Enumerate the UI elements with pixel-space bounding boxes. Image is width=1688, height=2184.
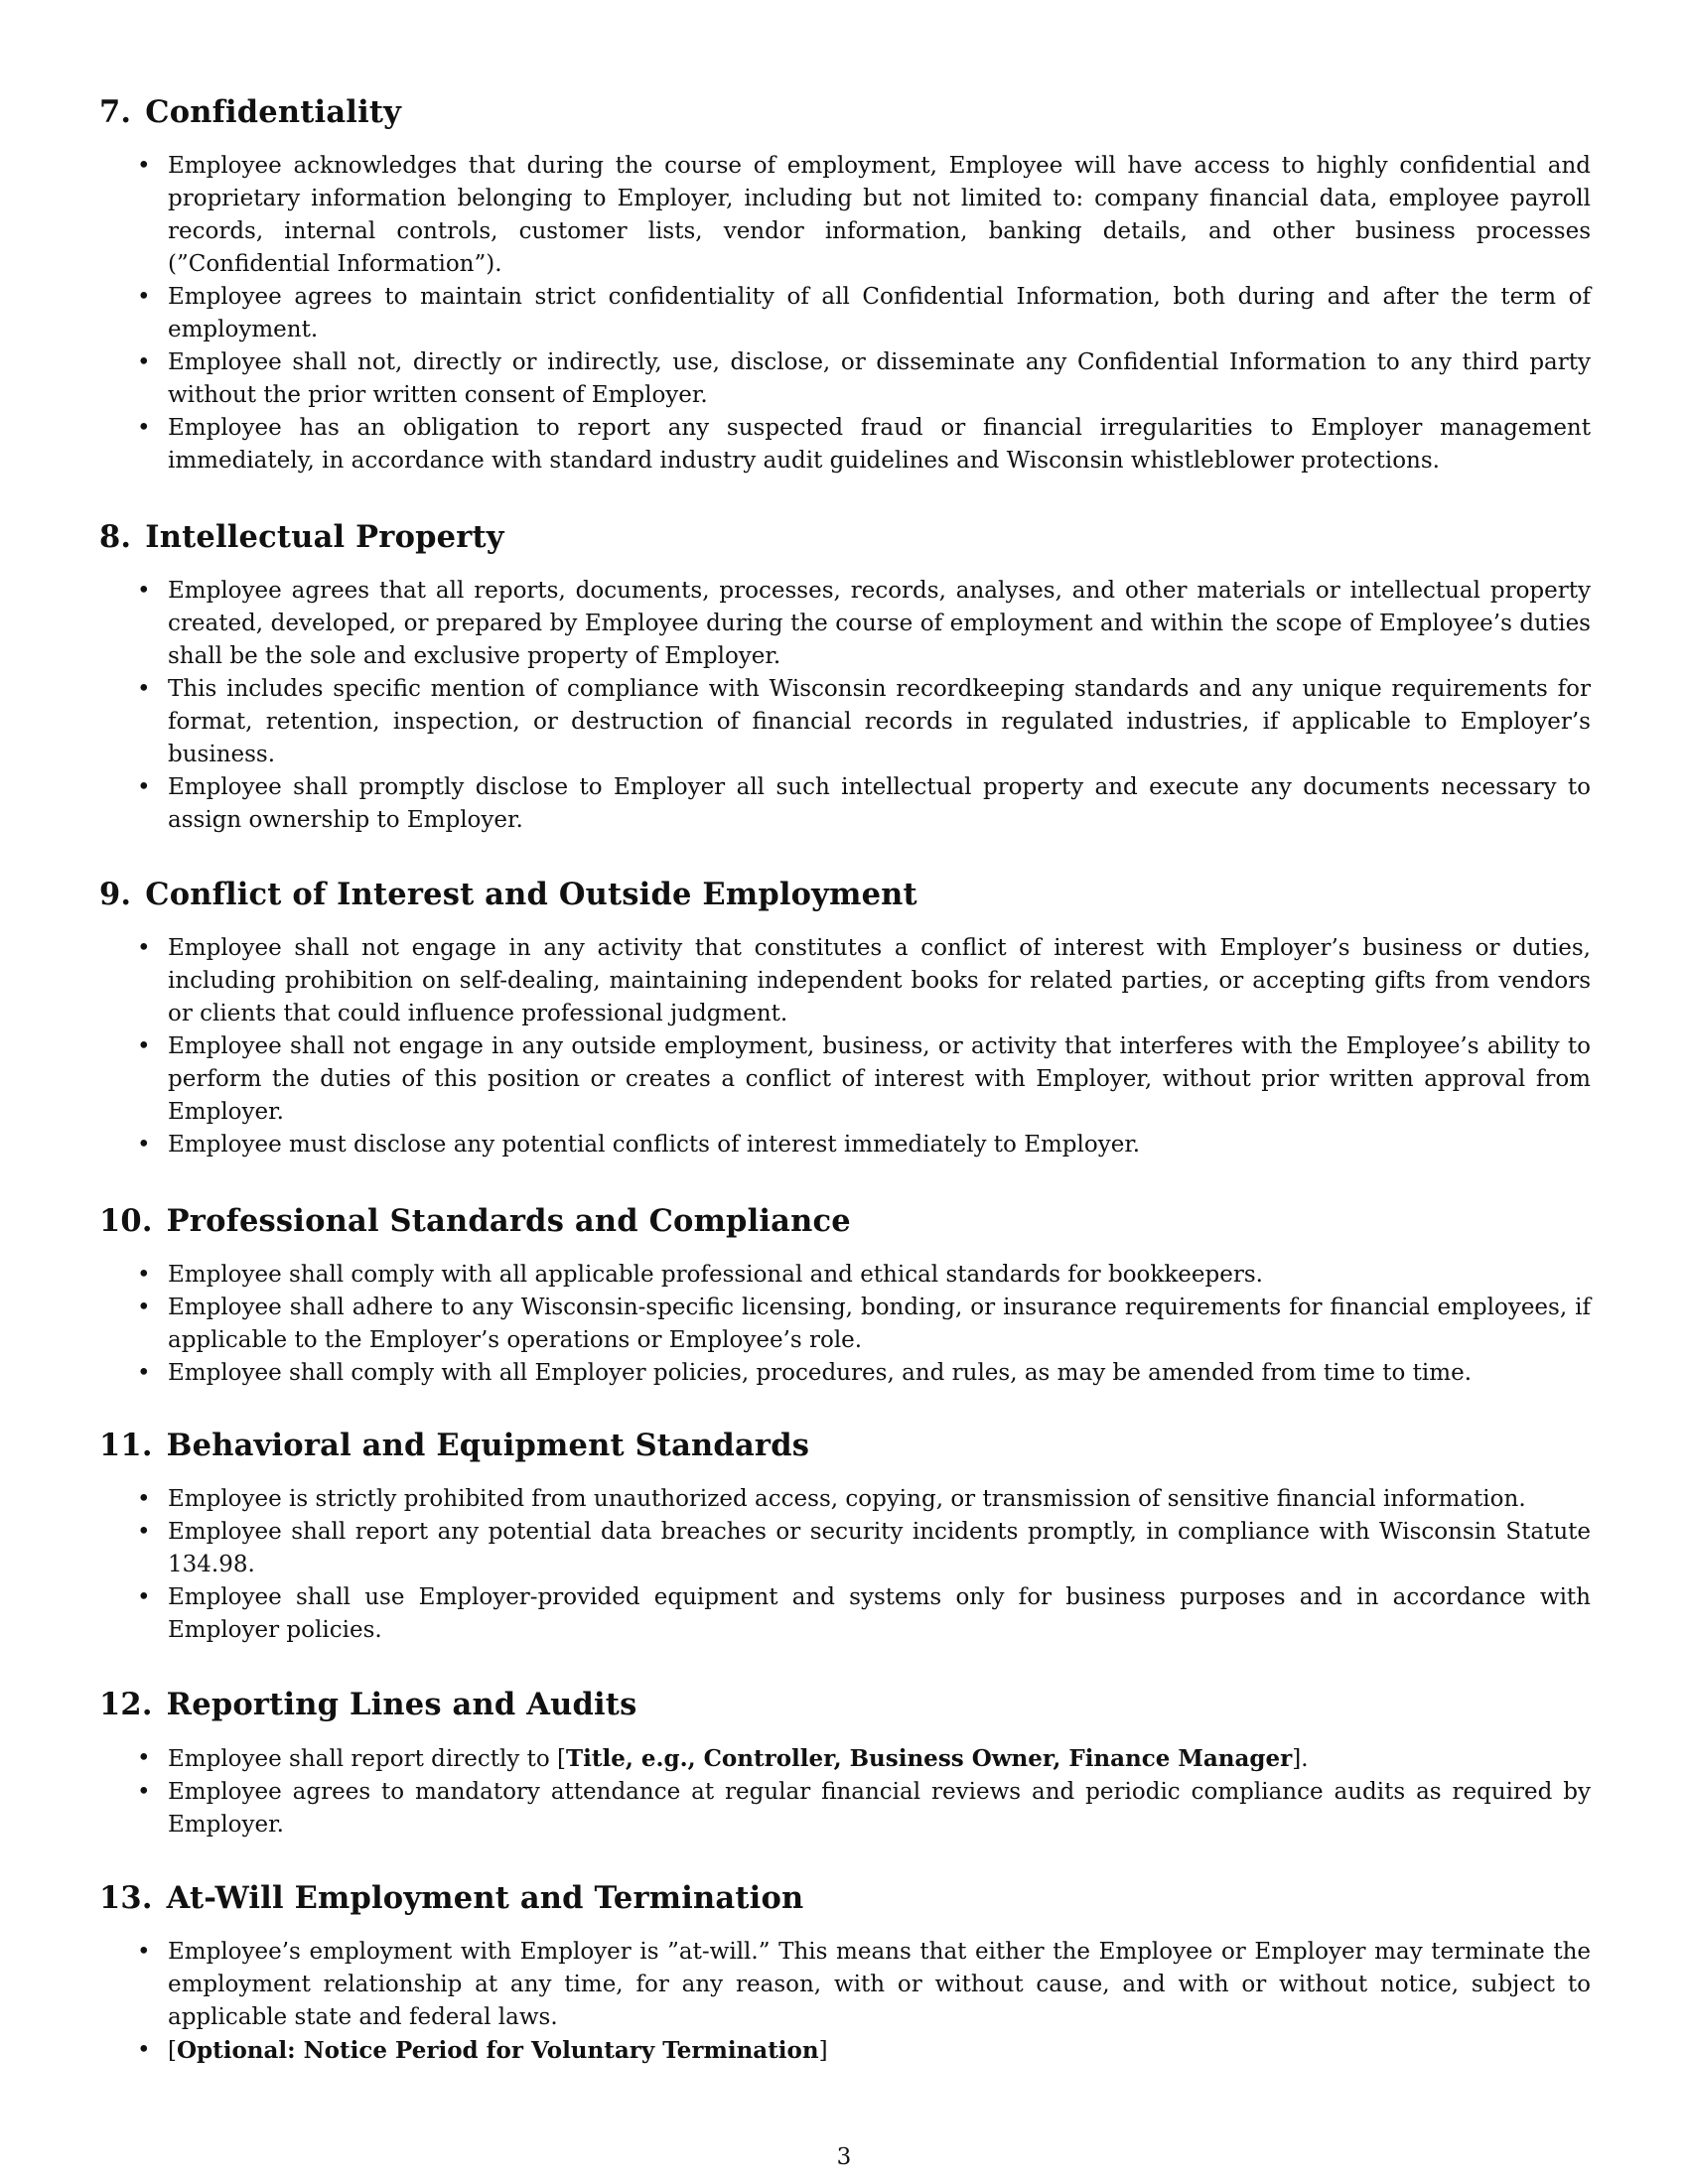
bullet-icon: • bbox=[137, 1779, 151, 1805]
section-reporting-lines bbox=[99, 1685, 1591, 1842]
bullet-icon: • bbox=[137, 1360, 151, 1386]
bullet-list bbox=[99, 1259, 1591, 1390]
list-item-text: Employee acknowledges that during the course of employment, Employee will have access to highly confidential and proprietary information belonging to Employer, including but not limited to: company financial data, employee payroll records, internal controls, customer lists, vendor information, banking details, and other business processes (”Confidential Information”). bbox=[168, 153, 1591, 277]
list-item bbox=[99, 1581, 1591, 1647]
bullet-icon: • bbox=[137, 284, 151, 310]
list-item-text-before: [ bbox=[168, 2038, 177, 2064]
section-title: Behavioral and Equipment Standards bbox=[166, 1428, 810, 1463]
section-title: At-Will Employment and Termination bbox=[166, 1880, 804, 1916]
list-item-text: Employee agrees that all reports, documents, processes, records, analyses, and other materials or intellectual property created, developed, or prepared by Employee during the course of employment and within the scope of Employee’s duties shall be the sole and exclusive property of Employer. bbox=[168, 578, 1591, 669]
bullet-icon: • bbox=[137, 153, 151, 179]
list-item-text: Employee shall not engage in any activity that constitutes a conflict of interest with Employer’s business or duties, including prohibition on self-dealing, maintaining independent books for related parties, or accepting gifts from vendors or clients that could influence professional judgment. bbox=[168, 935, 1591, 1026]
bullet-icon: • bbox=[137, 774, 151, 800]
list-item bbox=[99, 281, 1591, 346]
list-item-text: Employee shall adhere to any Wisconsin-specific licensing, bonding, or insurance requirements for financial employees, if applicable to the Employer’s operations or Employee’s role. bbox=[168, 1295, 1591, 1353]
section-title: Professional Standards and Compliance bbox=[166, 1203, 851, 1239]
list-item bbox=[99, 1129, 1591, 1161]
list-item bbox=[99, 412, 1591, 478]
list-item bbox=[99, 1292, 1591, 1357]
bullet-list bbox=[99, 1936, 1591, 2068]
section-number: 9. bbox=[99, 877, 132, 912]
section-heading bbox=[99, 1685, 1591, 1724]
section-number: 13. bbox=[99, 1880, 153, 1916]
list-item bbox=[99, 673, 1591, 771]
section-number: 12. bbox=[99, 1687, 153, 1722]
bullet-icon: • bbox=[137, 1132, 151, 1158]
bullet-icon: • bbox=[137, 349, 151, 375]
section-title: Intellectual Property bbox=[145, 519, 504, 555]
list-item bbox=[99, 575, 1591, 673]
list-item-text: Employee is strictly prohibited from unauthorized access, copying, or transmission of sensitive financial information. bbox=[168, 1486, 1526, 1512]
list-item-text: This includes specific mention of compliance with Wisconsin recordkeeping standards and any unique requirements for format, retention, inspection, or destruction of financial records in regulated industries, if applicable to Employer’s business. bbox=[168, 676, 1591, 767]
bullet-icon: • bbox=[137, 1486, 151, 1512]
section-heading bbox=[99, 1878, 1591, 1918]
list-item-text: Employee has an obligation to report any suspected fraud or financial irregularities to Employer management immediately, in accordance with standard industry audit guidelines and Wisconsin whistleblower protections. bbox=[168, 415, 1591, 474]
list-item bbox=[99, 1483, 1591, 1516]
list-item bbox=[99, 1776, 1591, 1842]
bullet-icon: • bbox=[137, 1519, 151, 1545]
list-item-text: Employee shall not engage in any outside employment, business, or activity that interferes with the Employee’s ability to perform the duties of this position or creates a conflict of interest with Employer, without prior written approval from Employer. bbox=[168, 1033, 1591, 1125]
section-conflict-of-interest bbox=[99, 875, 1591, 1161]
list-item bbox=[99, 771, 1591, 837]
list-item bbox=[99, 2034, 1591, 2068]
list-item bbox=[99, 1742, 1591, 1776]
list-item-text: Employee shall not, directly or indirectly, use, disclose, or disseminate any Confidential Information to any third party without the prior written consent of Employer. bbox=[168, 349, 1591, 408]
list-item bbox=[99, 1357, 1591, 1390]
list-item-text: Employee shall use Employer-provided equipment and systems only for business purposes and in accordance with Employer policies. bbox=[168, 1584, 1591, 1643]
bullet-icon: • bbox=[137, 1262, 151, 1288]
placeholder-notice-period: Optional: Notice Period for Voluntary Termination bbox=[176, 2037, 819, 2064]
section-professional-standards bbox=[99, 1201, 1591, 1390]
bullet-icon: • bbox=[137, 935, 151, 961]
bullet-icon: • bbox=[137, 676, 151, 702]
list-item bbox=[99, 932, 1591, 1030]
section-behavioral-standards bbox=[99, 1426, 1591, 1647]
bullet-icon: • bbox=[137, 2037, 151, 2063]
list-item bbox=[99, 150, 1591, 281]
section-title: Conflict of Interest and Outside Employment bbox=[145, 877, 917, 912]
list-item-text: Employee must disclose any potential conflicts of interest immediately to Employer. bbox=[168, 1132, 1141, 1158]
list-item-text-before: Employee shall report directly to [ bbox=[168, 1746, 566, 1772]
list-item-text-after: ] bbox=[818, 2038, 828, 2064]
section-heading bbox=[99, 92, 1591, 132]
bullet-list bbox=[99, 1742, 1591, 1842]
list-item-text: Employee shall comply with all Employer policies, procedures, and rules, as may be amended from time to time. bbox=[168, 1360, 1472, 1386]
list-item-text: Employee shall report any potential data breaches or security incidents promptly, in compliance with Wisconsin Statute 134.98. bbox=[168, 1519, 1591, 1577]
section-heading bbox=[99, 1426, 1591, 1465]
bullet-icon: • bbox=[137, 1584, 151, 1610]
list-item-text: Employee agrees to mandatory attendance at regular financial reviews and periodic compliance audits as required by Employer. bbox=[168, 1779, 1591, 1838]
list-item bbox=[99, 1936, 1591, 2034]
list-item-text: Employee agrees to maintain strict confidentiality of all Confidential Information, both during and after the term of employment. bbox=[168, 284, 1591, 342]
bullet-icon: • bbox=[137, 578, 151, 604]
page-number: 3 bbox=[836, 2144, 852, 2170]
bullet-icon: • bbox=[137, 1033, 151, 1059]
section-heading bbox=[99, 875, 1591, 914]
list-item-text: Employee shall promptly disclose to Employer all such intellectual property and execute any documents necessary to assign ownership to Employer. bbox=[168, 774, 1591, 833]
section-number: 7. bbox=[99, 94, 132, 130]
list-item-text: Employee shall comply with all applicable professional and ethical standards for bookkeepers. bbox=[168, 1262, 1263, 1288]
section-heading bbox=[99, 517, 1591, 557]
bullet-icon: • bbox=[137, 1295, 151, 1320]
bullet-list bbox=[99, 1483, 1591, 1647]
list-item bbox=[99, 1516, 1591, 1581]
bullet-icon: • bbox=[137, 415, 151, 441]
section-intellectual-property bbox=[99, 517, 1591, 837]
list-item-text-after: ]. bbox=[1292, 1746, 1309, 1772]
bullet-list bbox=[99, 575, 1591, 837]
list-item-text: Employee’s employment with Employer is ”at-will.” This means that either the Employee or Employer may terminate the employment relationship at any time, for any reason, with or without cause, and with or without notice, subject to applicable state and federal laws. bbox=[168, 1939, 1591, 2030]
bullet-list bbox=[99, 150, 1591, 478]
bullet-icon: • bbox=[137, 1939, 151, 1965]
bullet-icon: • bbox=[137, 1745, 151, 1771]
section-number: 11. bbox=[99, 1428, 153, 1463]
placeholder-title: Title, e.g., Controller, Business Owner, Finance Manager bbox=[565, 1745, 1293, 1772]
section-at-will-employment bbox=[99, 1878, 1591, 2068]
section-title: Confidentiality bbox=[145, 94, 402, 130]
list-item bbox=[99, 1030, 1591, 1129]
section-number: 10. bbox=[99, 1203, 153, 1239]
section-number: 8. bbox=[99, 519, 132, 555]
list-item bbox=[99, 1259, 1591, 1292]
list-item bbox=[99, 346, 1591, 412]
section-heading bbox=[99, 1201, 1591, 1241]
section-title: Reporting Lines and Audits bbox=[166, 1687, 637, 1722]
bullet-list bbox=[99, 932, 1591, 1161]
section-confidentiality bbox=[99, 92, 1591, 478]
